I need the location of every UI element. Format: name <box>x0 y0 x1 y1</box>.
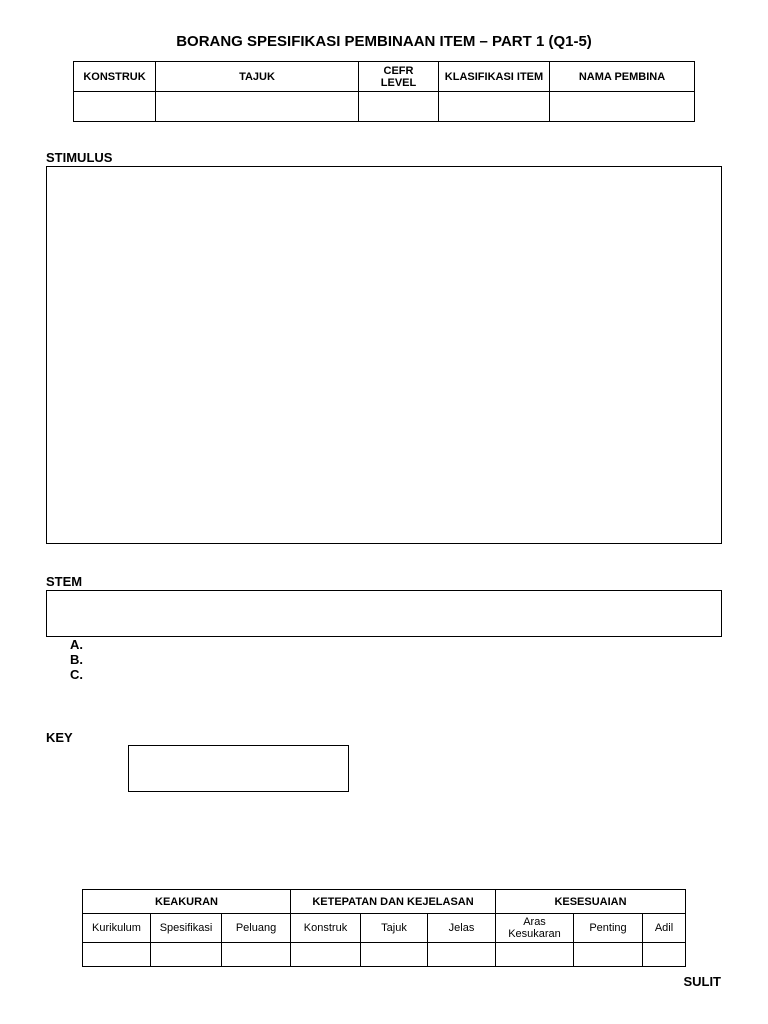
key-label: KEY <box>46 730 73 745</box>
cefr-level-cell[interactable] <box>359 92 439 122</box>
item-info-table <box>73 61 695 122</box>
spesifikasi-cell[interactable] <box>151 943 222 967</box>
key-box[interactable] <box>128 745 349 792</box>
jelas-cell[interactable] <box>428 943 496 967</box>
group-ketepatan-dan-kejelasan: KETEPATAN DAN KEJELASAN <box>291 890 496 914</box>
aras-kesukaran-cell[interactable] <box>496 943 574 967</box>
option-a: A. <box>70 637 83 652</box>
classification-footer: SULIT <box>683 974 721 989</box>
sub-tajuk: Tajuk <box>361 914 428 943</box>
sub-jelas: Jelas <box>428 914 496 943</box>
stem-label: STEM <box>46 574 83 589</box>
tajuk-eval-cell[interactable] <box>361 943 428 967</box>
sub-penting: Penting <box>574 914 643 943</box>
group-keakuran: KEAKURAN <box>83 890 291 914</box>
option-b: B. <box>70 652 83 667</box>
peluang-cell[interactable] <box>222 943 291 967</box>
sub-peluang: Peluang <box>222 914 291 943</box>
stimulus-label: STIMULUS <box>46 150 113 165</box>
header-cefr-level: CEFR LEVEL <box>359 62 439 92</box>
header-konstruk: KONSTRUK <box>74 62 156 92</box>
stem-box[interactable] <box>46 590 722 637</box>
answer-options <box>70 637 83 682</box>
kurikulum-cell[interactable] <box>83 943 151 967</box>
sub-aras-kesukaran: Aras Kesukaran <box>496 914 574 943</box>
group-kesesuaian: KESESUAIAN <box>496 890 686 914</box>
nama-pembina-cell[interactable] <box>550 92 695 122</box>
header-nama-pembina: NAMA PEMBINA <box>550 62 695 92</box>
sub-konstruk: Konstruk <box>291 914 361 943</box>
header-tajuk: TAJUK <box>156 62 359 92</box>
evaluation-table <box>82 889 686 967</box>
sub-adil: Adil <box>643 914 686 943</box>
tajuk-cell[interactable] <box>156 92 359 122</box>
klasifikasi-item-cell[interactable] <box>439 92 550 122</box>
stimulus-box[interactable] <box>46 166 722 544</box>
form-title: BORANG SPESIFIKASI PEMBINAAN ITEM – PART 1 (Q1-5) <box>176 33 592 50</box>
sub-kurikulum: Kurikulum <box>83 914 151 943</box>
penting-cell[interactable] <box>574 943 643 967</box>
adil-cell[interactable] <box>643 943 686 967</box>
option-c: C. <box>70 667 83 682</box>
konstruk-eval-cell[interactable] <box>291 943 361 967</box>
konstruk-cell[interactable] <box>74 92 156 122</box>
header-klasifikasi-item: KLASIFIKASI ITEM <box>439 62 550 92</box>
sub-spesifikasi: Spesifikasi <box>151 914 222 943</box>
